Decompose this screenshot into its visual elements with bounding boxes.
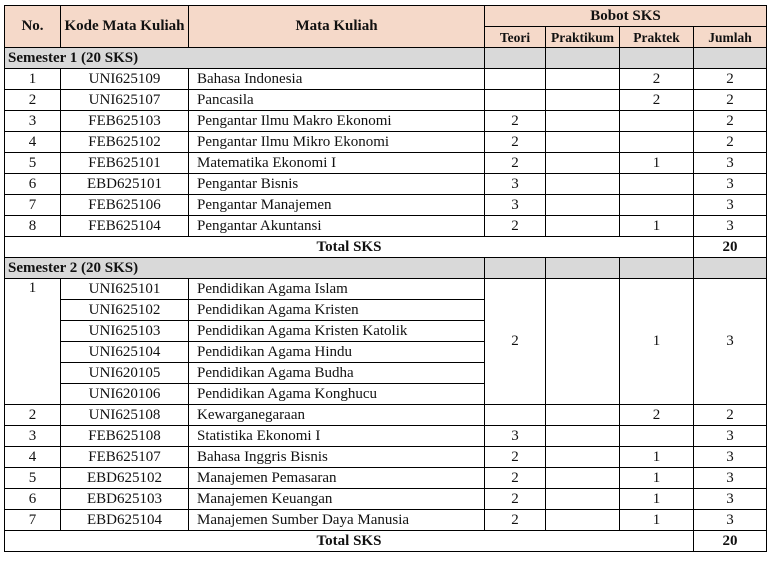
table-row [5, 426, 767, 447]
row-praktikum [546, 132, 620, 153]
row-kode: UNI625109 [61, 69, 189, 90]
row-jumlah: 3 [694, 174, 767, 195]
row-mata-kuliah: Pendidikan Agama Kristen Katolik [189, 321, 485, 342]
row-no: 7 [5, 510, 61, 531]
row-praktikum [546, 174, 620, 195]
row-mata-kuliah: Pengantar Ilmu Mikro Ekonomi [189, 132, 485, 153]
curriculum-table [4, 5, 767, 552]
semester-header-row [5, 258, 767, 279]
semester-empty-cell [485, 48, 546, 69]
row-praktek: 1 [620, 279, 694, 405]
row-jumlah: 2 [694, 90, 767, 111]
row-praktek [620, 132, 694, 153]
row-praktek [620, 111, 694, 132]
row-no: 3 [5, 426, 61, 447]
row-jumlah: 3 [694, 510, 767, 531]
row-jumlah: 3 [694, 279, 767, 405]
row-teori: 2 [485, 153, 546, 174]
header-no: No. [5, 6, 61, 48]
row-kode: FEB625108 [61, 426, 189, 447]
row-mata-kuliah: Pengantar Ilmu Makro Ekonomi [189, 111, 485, 132]
total-label: Total SKS [5, 531, 694, 552]
row-mata-kuliah: Pendidikan Agama Kristen [189, 300, 485, 321]
header-praktikum: Praktikum [546, 27, 620, 48]
row-jumlah: 3 [694, 468, 767, 489]
row-praktikum [546, 111, 620, 132]
row-mata-kuliah: Statistika Ekonomi I [189, 426, 485, 447]
row-praktek: 1 [620, 216, 694, 237]
semester-empty-cell [620, 48, 694, 69]
table-row [5, 468, 767, 489]
row-no: 7 [5, 195, 61, 216]
row-mata-kuliah: Bahasa Inggris Bisnis [189, 447, 485, 468]
semester-empty-cell [546, 48, 620, 69]
row-jumlah: 3 [694, 195, 767, 216]
row-no: 4 [5, 447, 61, 468]
semester-label: Semester 1 (20 SKS) [5, 48, 485, 69]
row-kode: EBD625103 [61, 489, 189, 510]
row-teori: 2 [485, 447, 546, 468]
row-teori [485, 405, 546, 426]
row-no: 4 [5, 132, 61, 153]
row-teori: 2 [485, 279, 546, 405]
table-row [5, 279, 767, 300]
table-row [5, 405, 767, 426]
row-no: 6 [5, 174, 61, 195]
row-kode: FEB625101 [61, 153, 189, 174]
table-row [5, 510, 767, 531]
row-praktek: 1 [620, 447, 694, 468]
row-kode: UNI625102 [61, 300, 189, 321]
semester-empty-cell [694, 48, 767, 69]
table-row [5, 90, 767, 111]
row-kode: EBD625104 [61, 510, 189, 531]
total-row [5, 531, 767, 552]
row-teori: 3 [485, 174, 546, 195]
row-mata-kuliah: Manajemen Keuangan [189, 489, 485, 510]
row-no: 8 [5, 216, 61, 237]
row-praktek: 1 [620, 468, 694, 489]
row-teori: 2 [485, 132, 546, 153]
row-kode: UNI625108 [61, 405, 189, 426]
row-kode: FEB625103 [61, 111, 189, 132]
row-kode: FEB625107 [61, 447, 189, 468]
row-praktikum [546, 153, 620, 174]
row-mata-kuliah: Manajemen Pemasaran [189, 468, 485, 489]
total-row [5, 237, 767, 258]
semester-label: Semester 2 (20 SKS) [5, 258, 485, 279]
row-no: 3 [5, 111, 61, 132]
row-jumlah: 2 [694, 69, 767, 90]
row-no: 1 [5, 69, 61, 90]
row-kode: EBD625102 [61, 468, 189, 489]
row-mata-kuliah: Pendidikan Agama Konghucu [189, 384, 485, 405]
row-praktikum [546, 279, 620, 405]
row-praktikum [546, 69, 620, 90]
header-praktek: Praktek [620, 27, 694, 48]
header-jumlah: Jumlah [694, 27, 767, 48]
table-row [5, 195, 767, 216]
table-body [5, 48, 767, 552]
header-kode: Kode Mata Kuliah [61, 6, 189, 48]
header-mata-kuliah: Mata Kuliah [189, 6, 485, 48]
row-kode: UNI625104 [61, 342, 189, 363]
row-teori: 2 [485, 510, 546, 531]
row-praktek: 2 [620, 405, 694, 426]
semester-empty-cell [620, 258, 694, 279]
row-praktek: 2 [620, 69, 694, 90]
row-no: 2 [5, 405, 61, 426]
row-mata-kuliah: Bahasa Indonesia [189, 69, 485, 90]
row-mata-kuliah: Manajemen Sumber Daya Manusia [189, 510, 485, 531]
row-praktek [620, 195, 694, 216]
row-praktikum [546, 510, 620, 531]
total-value: 20 [694, 237, 767, 258]
table-row [5, 447, 767, 468]
semester-empty-cell [546, 258, 620, 279]
row-kode: UNI625103 [61, 321, 189, 342]
row-mata-kuliah: Pancasila [189, 90, 485, 111]
semester-empty-cell [694, 258, 767, 279]
row-mata-kuliah: Pengantar Akuntansi [189, 216, 485, 237]
row-mata-kuliah: Pengantar Bisnis [189, 174, 485, 195]
total-value: 20 [694, 531, 767, 552]
semester-empty-cell [485, 258, 546, 279]
row-kode: FEB625104 [61, 216, 189, 237]
row-jumlah: 2 [694, 132, 767, 153]
row-teori [485, 69, 546, 90]
row-praktikum [546, 90, 620, 111]
row-mata-kuliah: Pendidikan Agama Hindu [189, 342, 485, 363]
row-jumlah: 3 [694, 447, 767, 468]
row-jumlah: 3 [694, 426, 767, 447]
row-praktikum [546, 489, 620, 510]
row-mata-kuliah: Pengantar Manajemen [189, 195, 485, 216]
row-praktek: 1 [620, 489, 694, 510]
row-kode: UNI620106 [61, 384, 189, 405]
row-praktikum [546, 447, 620, 468]
row-praktikum [546, 405, 620, 426]
row-teori: 2 [485, 111, 546, 132]
row-jumlah: 2 [694, 405, 767, 426]
row-praktikum [546, 216, 620, 237]
row-mata-kuliah: Matematika Ekonomi I [189, 153, 485, 174]
row-mata-kuliah: Pendidikan Agama Islam [189, 279, 485, 300]
row-mata-kuliah: Kewarganegaraan [189, 405, 485, 426]
row-jumlah: 3 [694, 216, 767, 237]
row-jumlah: 3 [694, 153, 767, 174]
row-no: 5 [5, 468, 61, 489]
table-row [5, 489, 767, 510]
table-row [5, 111, 767, 132]
row-praktikum [546, 468, 620, 489]
header-bobot-sks: Bobot SKS [485, 6, 767, 27]
table-row [5, 69, 767, 90]
table-row [5, 132, 767, 153]
row-teori: 3 [485, 195, 546, 216]
total-label: Total SKS [5, 237, 694, 258]
row-jumlah: 3 [694, 489, 767, 510]
row-praktek: 2 [620, 90, 694, 111]
row-no: 5 [5, 153, 61, 174]
header-teori: Teori [485, 27, 546, 48]
row-kode: UNI625107 [61, 90, 189, 111]
row-teori: 2 [485, 468, 546, 489]
row-kode: UNI620105 [61, 363, 189, 384]
row-kode: UNI625101 [61, 279, 189, 300]
row-teori [485, 90, 546, 111]
table-row [5, 153, 767, 174]
row-kode: FEB625102 [61, 132, 189, 153]
row-kode: EBD625101 [61, 174, 189, 195]
row-praktek: 1 [620, 153, 694, 174]
row-no: 1 [5, 279, 61, 405]
row-praktikum [546, 426, 620, 447]
semester-header-row [5, 48, 767, 69]
row-kode: FEB625106 [61, 195, 189, 216]
row-praktikum [546, 195, 620, 216]
row-mata-kuliah: Pendidikan Agama Budha [189, 363, 485, 384]
table-row [5, 216, 767, 237]
row-teori: 2 [485, 489, 546, 510]
row-praktek [620, 174, 694, 195]
row-praktek: 1 [620, 510, 694, 531]
row-teori: 2 [485, 216, 546, 237]
table-row [5, 174, 767, 195]
row-jumlah: 2 [694, 111, 767, 132]
row-praktek [620, 426, 694, 447]
row-no: 6 [5, 489, 61, 510]
row-teori: 3 [485, 426, 546, 447]
row-no: 2 [5, 90, 61, 111]
